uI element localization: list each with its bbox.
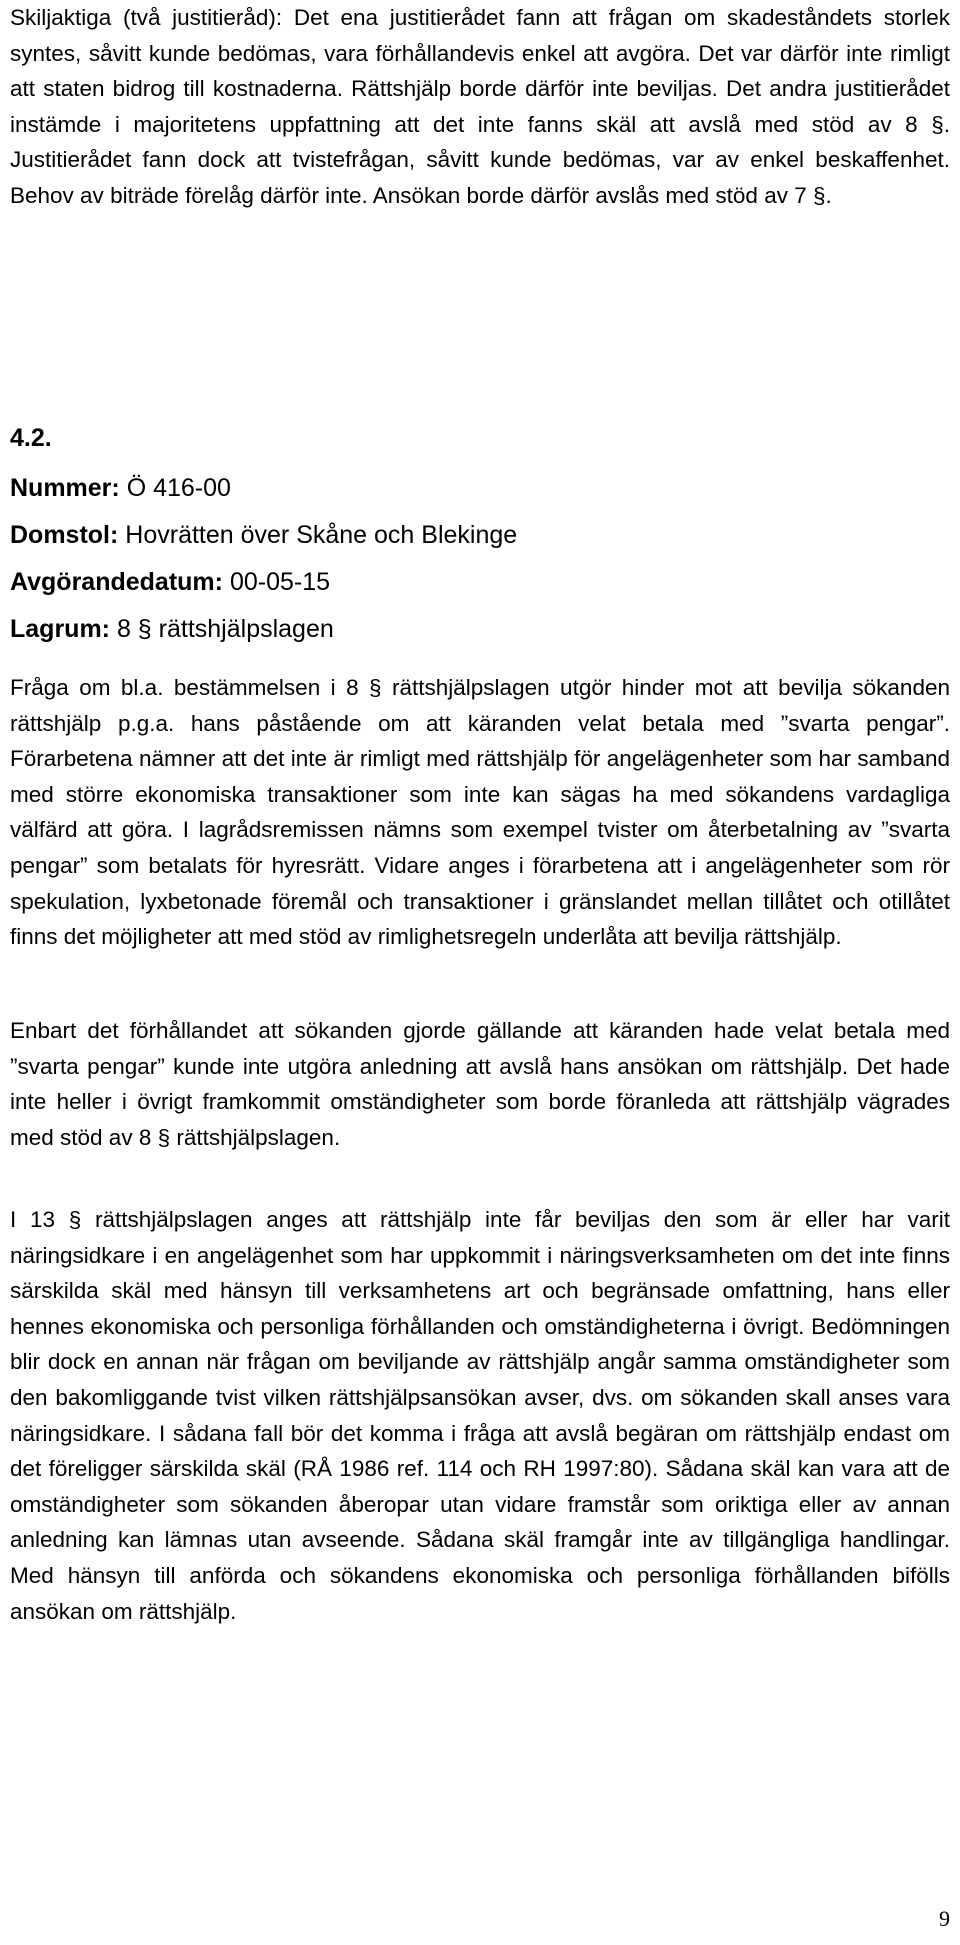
body-paragraph-question: Fråga om bl.a. bestämmelsen i 8 § rättshjälpslagen utgör hinder mot att bevilja sökanden rättshjälp p.g.a. hans påstående om att käranden velat betala med ”svarta pengar”. Förarbetena nämner att det inte är rimligt med rättshjälp för angelägenheter som har samband med större ekonomiska transaktioner som inte kan sägas ha med sökandens vardagliga välfärd att göra. I lagrådsremissen nämns som exempel tvister om återbetalning av ”svarta pengar” som betalats för hyresrätt. Vidare anges i förarbetena att i angelägenheter som rör spekulation, lyxbetonade föremål och transaktioner i gränslandet mellan tillåtet och otillåtet finns det möjligheter att med stöd av rimlighetsregeln underlåta att bevilja rättshjälp. [10,675,950,950]
body-paragraph-black-money: Enbart det förhållandet att sökanden gjorde gällande att käranden hade velat betala med ”svarta pengar” kunde inte utgöra anledning att avslå hans ansökan om rättshjälp. Det hade inte heller i övrigt framkommit omständigheter som borde föranleda att rättshjälp vägrades med stöd av 8 § rättshjälpslagen. [10,1018,950,1150]
case-lagrum-row [10,609,334,649]
domstol-value: Hovrätten över Skåne och Blekinge [125,521,518,549]
body-paragraph-business-owner: I 13 § rättshjälpslagen anges att rättshjälp inte får beviljas den som är eller har varit näringsidkare i en angelägenhet som har uppkommit i näringsverksamheten om det inte finns särskilda skäl med hänsyn till verksamhetens art och begränsade omfattning, hans eller hennes ekonomiska och personliga förhållanden och omständigheterna i övrigt. Bedömningen blir dock en annan när frågan om beviljande av rättshjälp angår samma omständigheter som den bakomliggande tvist vilken rättshjälpsansökan avser, dvs. om sökanden skall anses vara näringsidkare. I sådana fall bör det komma i fråga att avslå begäran om rättshjälp endast om det föreligger särskilda skäl (RÅ 1986 ref. 114 och RH 1997:80). Sådana skäl kan vara att de omständigheter som sökanden åberopar utan vidare framstår som oriktiga eller av annan anledning kan lämnas utan avseende. Sådana skäl framgår inte av tillgängliga handlingar. Med hänsyn till anförda och sökandens ekonomiska och personliga förhållanden bifölls ansökan om rättshjälp. [10,1207,950,1624]
datum-label: Avgörandedatum: [10,568,223,596]
lagrum-value: 8 § rättshjälpslagen [116,615,334,643]
lagrum-label: Lagrum: [10,615,110,643]
case-nummer-row [10,468,231,508]
case-domstol-row [10,515,517,555]
nummer-label: Nummer: [10,474,120,502]
dissent-paragraph: Skiljaktiga (två justitieråd): Det ena justitierådet fann att frågan om skadeståndets storlek syntes, såvitt kunde bedömas, vara förhållandevis enkel att avgöra. Det var därför inte rimligt att staten bidrog till kostnaderna. Rättshjälp borde därför inte beviljas. Det andra justitierådet instämde i majoritetens uppfattning att det inte fanns skäl att avslå med stöd av 8 §. Justitierådet fann dock att tvistefrågan, såvitt kunde bedömas, var av enkel beskaffenhet. Behov av biträde förelåg därför inte. Ansökan borde därför avslås med stöd av 7 §. [10,5,950,208]
case-number: 4.2. [10,424,52,452]
page-number: 9 [939,1906,950,1931]
domstol-label: Domstol: [10,521,119,549]
nummer-value: Ö 416-00 [126,474,231,502]
datum-value: 00-05-15 [229,568,331,596]
case-datum-row [10,562,330,602]
